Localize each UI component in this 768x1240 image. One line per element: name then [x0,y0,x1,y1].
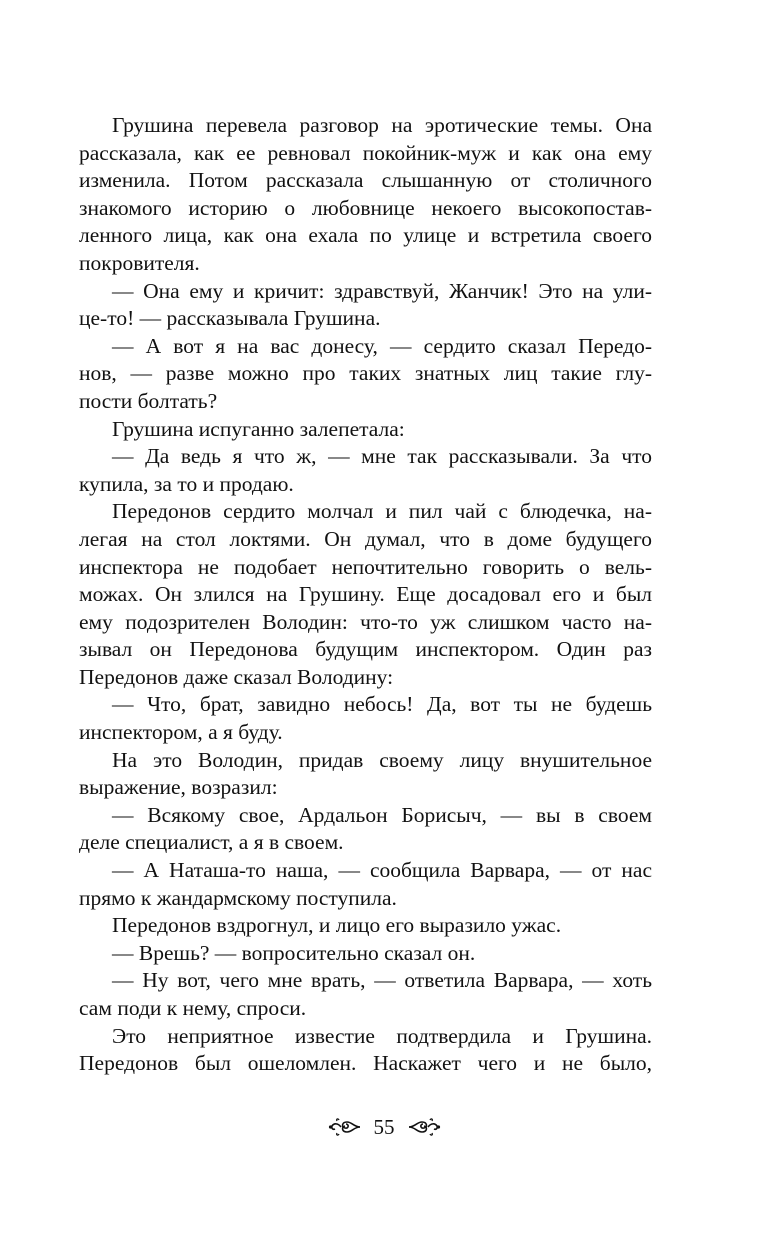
text-line: — Врешь? — вопросительно сказал он. [112,940,476,965]
text-line: Грушина перевела разговор на эротические темы. Она [112,113,652,137]
page-number: 55 [373,1114,395,1139]
fleuron-ornament-right-icon [407,1117,441,1137]
text-line: инспектором, а я буду. [79,720,283,745]
text-line: ленного лица, как она ехала по улице и встретила своего [79,223,652,248]
paragraph [79,416,652,444]
text-line: Передонов даже сказал Володину: [79,664,394,689]
text-line: Это неприятное известие подтвердила и Грушина. [112,1023,652,1048]
text-line: сам поди к нему, спроси. [79,996,307,1020]
paragraph [79,940,652,968]
text-line: покровителя. [79,250,200,275]
paragraph [79,857,652,912]
text-line: легая на стол локтями. Он думал, что в доме будущего [79,526,652,551]
text-line: ему подозрителен Володин: что-то уж слишком часто на- [79,609,652,634]
text-line: — Да ведь я что ж, — мне так рассказывали. За что [112,444,652,469]
text-line: деле специалист, а я в своем. [79,830,344,855]
text-line: можах. Он злился на Грушину. Еще досадовал его и был [79,582,652,607]
page-footer [0,1110,768,1144]
text-line: зывал он Передонова будущим инспектором. Один раз [79,637,652,662]
text-line: нов, — разве можно про таких знатных лиц такие глу- [79,361,652,386]
text-line: Передонов был ошеломлен. Наскажет чего и не было, [79,1051,652,1076]
text-line: — Она ему и кричит: здравствуй, Жанчик! Это на ули- [112,278,652,303]
paragraph [79,691,652,746]
paragraph [79,333,652,416]
fleuron-ornament-left-icon [328,1117,362,1137]
paragraph [79,112,652,278]
text-line: выражение, возразил: [79,775,278,800]
text-line: — А Наташа-то наша, — сообщила Варвара, — от нас [112,858,652,883]
text-line: Грушина испуганно залепетала: [112,416,405,441]
text-line: прямо к жандармскому поступила. [79,885,397,910]
text-line: пости болтать? [79,388,218,413]
text-line: — Ну вот, чего мне врать, — ответила Варвара, — хоть [112,968,652,993]
text-line: це-то! — рассказывала Грушина. [79,306,381,331]
paragraph [79,278,652,333]
text-line: — А вот я на вас донесу, — сердито сказал Передо- [112,333,652,358]
text-line: купила, за то и продаю. [79,471,294,496]
text-line: изменила. Потом рассказала слышанную от столичного [79,168,652,193]
paragraph [79,967,652,1022]
text-line: Передонов сердито молчал и пил чай с блюдечка, на- [112,499,652,524]
paragraph [79,912,652,940]
text-line: рассказала, как ее ревновал покойник-муж и как она ему [79,140,652,165]
paragraph [79,443,652,498]
text-line: Передонов вздрогнул, и лицо его выразило ужас. [112,913,562,938]
paragraph [79,802,652,857]
text-line: На это Володин, придав своему лицу внушительное [112,747,652,772]
text-line: знакомого историю о любовнице некоего высокопостав- [79,195,652,220]
paragraph [79,498,652,691]
paragraph [79,747,652,802]
text-line: — Что, брат, завидно небось! Да, вот ты не будешь [112,692,652,717]
paragraph [79,1023,652,1078]
text-line: инспектора не подобает непочтительно говорить о вель- [79,554,652,579]
body-text [79,112,652,1078]
text-line: — Всякому свое, Ардальон Борисыч, — вы в своем [112,802,652,827]
